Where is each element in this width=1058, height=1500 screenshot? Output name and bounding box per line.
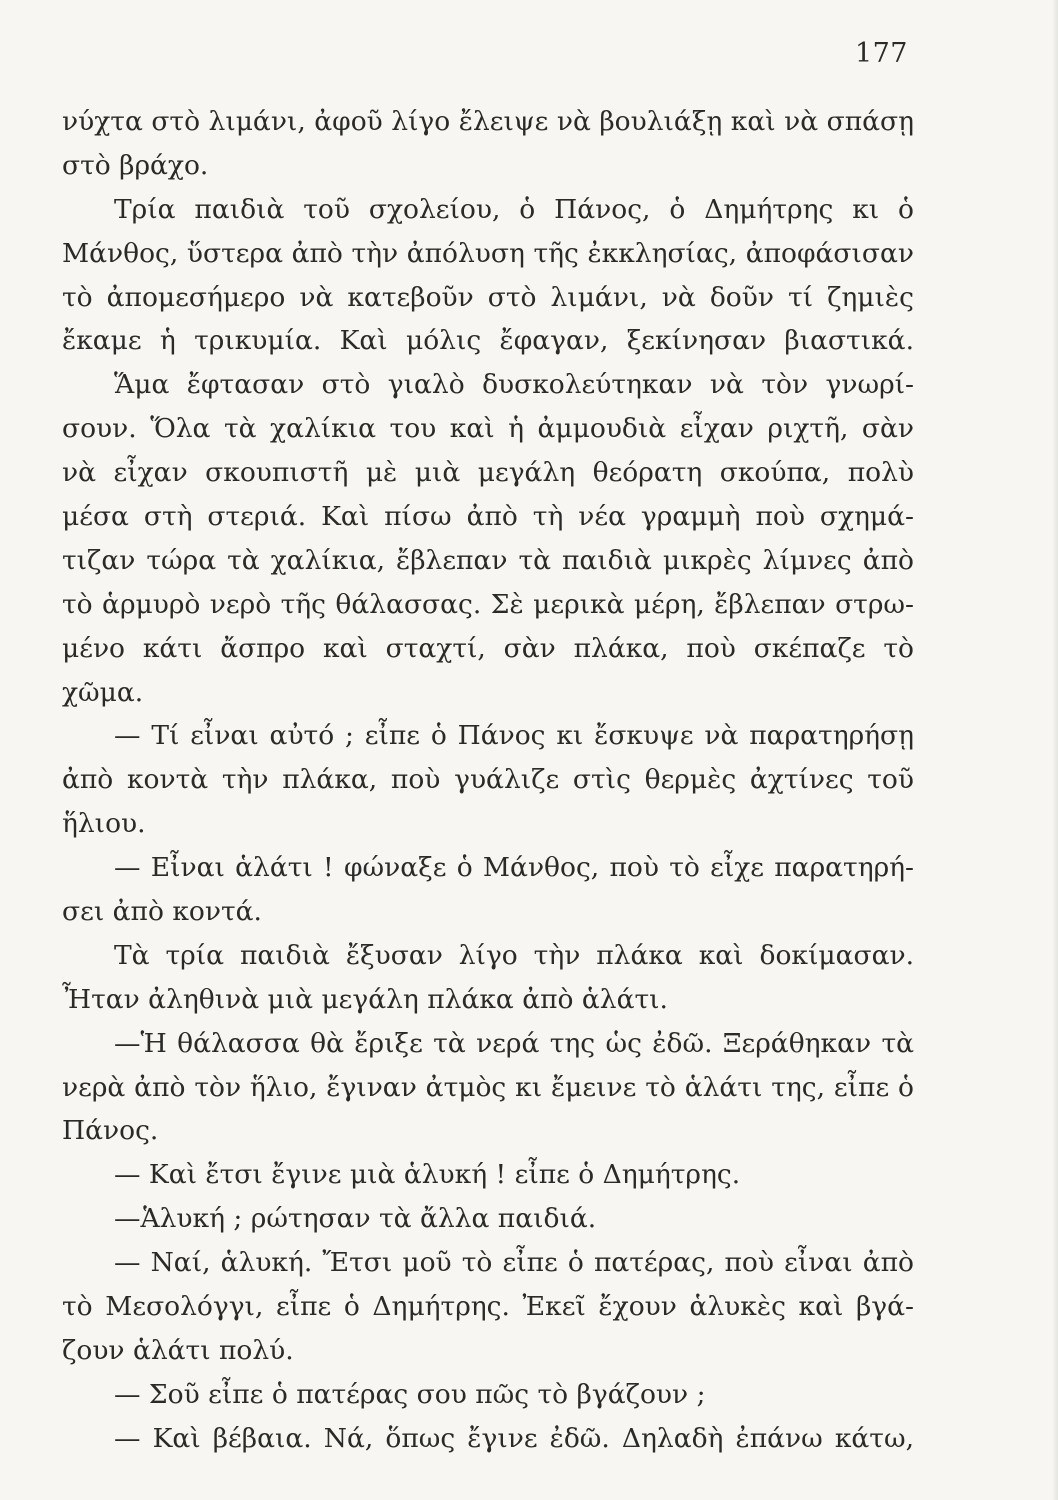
text-line: — Τί εἶναι αὐτό ; εἶπε ὁ Πάνος κι ἔσκυψε νὰ παρατηρήσῃ: [114, 720, 914, 752]
page-edge-shadow: [1052, 0, 1058, 1500]
text-line: — Ναί, ἁλυκή. Ἔτσι μοῦ τὸ εἶπε ὁ πατέρας, ποὺ εἶναι ἀπὸ: [114, 1247, 914, 1279]
text-line: τὸ ἀπομεσήμερο νὰ κατεβοῦν στὸ λιμάνι, νὰ δοῦν τί ζημιὲς: [62, 281, 914, 313]
text-line: ἀπὸ κοντὰ τὴν πλάκα, ποὺ γυάλιζε στὶς θερμὲς ἀχτίνες τοῦ: [62, 764, 914, 796]
text-line: νερὰ ἀπὸ τὸν ἥλιο, ἔγιναν ἀτμὸς κι ἔμεινε τὸ ἁλάτι της, εἶπε ὁ: [62, 1071, 914, 1103]
text-line: μέσα στὴ στεριά. Καὶ πίσω ἀπὸ τὴ νέα γραμμὴ ποὺ σχημά-: [62, 501, 914, 533]
text-line: Μάνθος, ὕστερα ἀπὸ τὴν ἀπόλυση τῆς ἐκκλησίας, ἀποφάσισαν: [62, 237, 914, 269]
text-line: Τὰ τρία παιδιὰ ἔξυσαν λίγο τὴν πλάκα καὶ δοκίμασαν.: [114, 939, 914, 971]
text-line: τὸ Μεσολόγγι, εἶπε ὁ Δημήτρης. Ἐκεῖ ἔχουν ἁλυκὲς καὶ βγά-: [62, 1291, 914, 1323]
text-line: —Ἁλυκή ; ρώτησαν τὰ ἄλλα παιδιά.: [114, 1203, 597, 1235]
text-line: Πάνος.: [62, 1115, 159, 1147]
text-line: νύχτα στὸ λιμάνι, ἀφοῦ λίγο ἔλειψε νὰ βουλιάξῃ καὶ νὰ σπάσῃ: [62, 106, 914, 137]
text-line: —Ἡ θάλασσα θὰ ἔριξε τὰ νερά της ὡς ἐδῶ. Ξεράθηκαν τὰ: [114, 1027, 914, 1059]
text-line: — Καὶ ἔτσι ἔγινε μιὰ ἁλυκή ! εἶπε ὁ Δημήτρης.: [114, 1159, 741, 1191]
text-line: — Σοῦ εἶπε ὁ πατέρας σου πῶς τὸ βγάζουν ;: [114, 1378, 706, 1410]
text-line: ἔκαμε ἡ τρικυμία. Καὶ μόλις ἔφαγαν, ξεκίνησαν βιαστικά.: [62, 325, 914, 357]
text-line: Ἅμα ἔφτασαν στὸ γιαλὸ δυσκολεύτηκαν νὰ τὸν γνωρί-: [114, 369, 914, 401]
text-line: στὸ βράχο.: [62, 149, 209, 181]
text-line: Ἦταν ἀληθινὰ μιὰ μεγάλη πλάκα ἀπὸ ἁλάτι.: [62, 983, 668, 1015]
text-line: — Καὶ βέβαια. Νά, ὅπως ἔγινε ἐδῶ. Δηλαδὴ ἐπάνω κάτω,: [114, 1422, 914, 1454]
text-line: τιζαν τώρα τὰ χαλίκια, ἔβλεπαν τὰ παιδιὰ μικρὲς λίμνες ἀπὸ: [62, 544, 914, 576]
text-line: σει ἀπὸ κοντά.: [62, 896, 262, 928]
text-line: ζουν ἁλάτι πολύ.: [62, 1334, 294, 1366]
text-line: νὰ εἶχαν σκουπιστῆ μὲ μιὰ μεγάλη θεόρατη σκούπα, πολὺ: [62, 457, 914, 489]
body-text: [62, 100, 914, 1461]
text-line: μένο κάτι ἄσπρο καὶ σταχτί, σὰν πλάκα, ποὺ σκέπαζε τὸ: [62, 632, 914, 664]
text-line: σουν. Ὅλα τὰ χαλίκια του καὶ ἡ ἀμμουδιὰ εἶχαν ριχτῆ, σὰν: [62, 413, 914, 445]
text-line: τὸ ἁρμυρὸ νερὸ τῆς θάλασσας. Σὲ μερικὰ μέρη, ἔβλεπαν στρω-: [62, 588, 914, 620]
text-line: Τρία παιδιὰ τοῦ σχολείου, ὁ Πάνος, ὁ Δημήτρης κι ὁ: [114, 193, 914, 225]
text-line: ἥλιου.: [62, 808, 146, 840]
page-number: 177: [854, 38, 908, 69]
text-line: — Εἶναι ἁλάτι ! φώναξε ὁ Μάνθος, ποὺ τὸ εἶχε παρατηρή-: [114, 852, 914, 884]
text-line: χῶμα.: [62, 676, 144, 708]
